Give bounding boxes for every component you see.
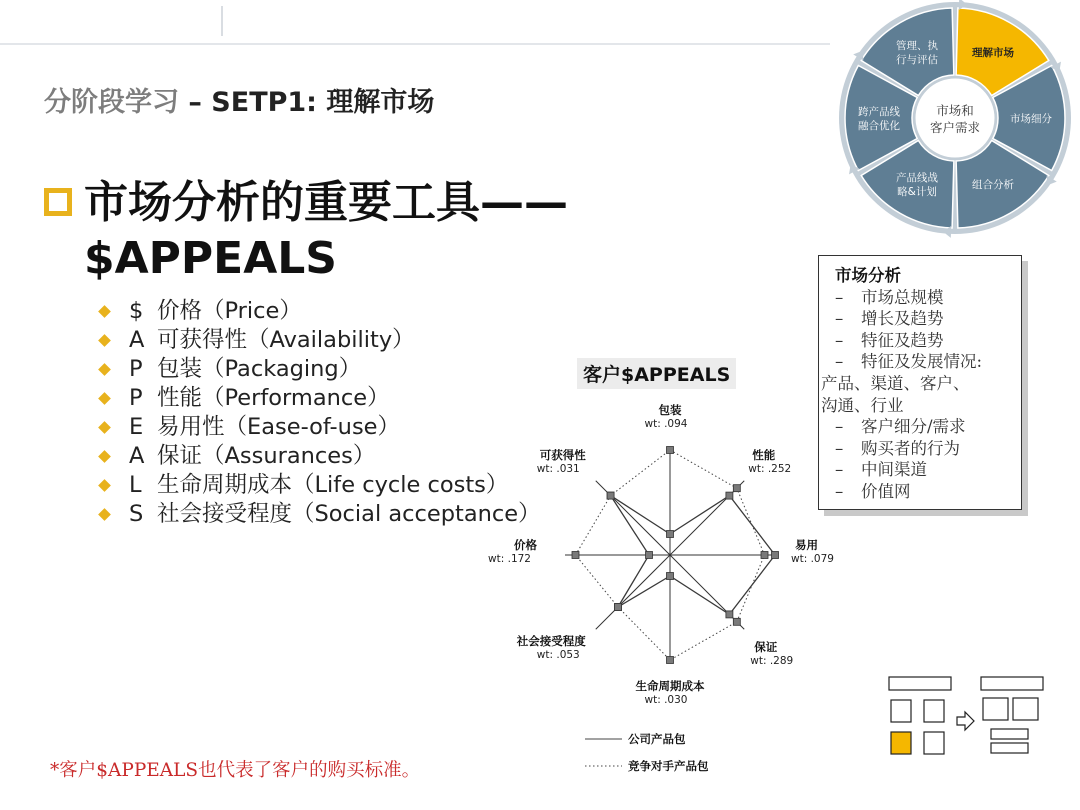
cycle-center xyxy=(915,78,995,158)
radar-point xyxy=(667,573,674,580)
radar-axis-weight: wt: .030 xyxy=(644,694,688,706)
market-box-item: – 增长及趋势 xyxy=(835,309,944,329)
legend-label: 竞争对手产品包 xyxy=(628,759,709,773)
right-arrow-icon xyxy=(957,712,974,730)
appeals-list xyxy=(96,297,541,529)
flow-box xyxy=(981,677,1043,690)
footnote: *客户$APPEALS也代表了客户的购买标准。 xyxy=(50,760,421,781)
radar-axis-label: 易用 xyxy=(795,538,818,552)
market-box-item-continued: 产品、渠道、客户、 xyxy=(821,373,970,393)
cycle-segment-label: 组合分析 xyxy=(972,178,1014,191)
flow-box xyxy=(924,732,944,754)
appeals-item xyxy=(96,471,541,500)
header-divider-mark xyxy=(221,6,223,36)
cycle-segment-label: 产品线战 xyxy=(896,171,938,184)
cycle-center-label: 市场和 xyxy=(936,103,974,118)
cycle-segment-label: 市场细分 xyxy=(1010,113,1052,125)
appeals-letter: P xyxy=(129,356,143,382)
market-box-item: – 购买者的行为 xyxy=(835,438,960,458)
appeals-letter: P xyxy=(129,385,143,411)
radar-axis-weight: wt: .289 xyxy=(750,655,794,668)
appeals-text: 社会接受程度（Social acceptance） xyxy=(157,501,541,527)
cycle-segment-label: 行与评估 xyxy=(896,54,938,67)
diamond-bullet-icon xyxy=(98,363,111,376)
radar-point xyxy=(572,552,579,559)
radar-axis-label: 性能 xyxy=(752,447,776,462)
radar-point xyxy=(733,485,740,492)
appeals-text: 保证（Assurances） xyxy=(157,443,376,469)
radar-axis-label: 可获得性 xyxy=(539,447,586,462)
appeals-letter: $ xyxy=(129,298,144,324)
process-flow-icon xyxy=(885,675,1050,760)
chart-title: 客户$APPEALS xyxy=(577,358,736,389)
legend-label: 公司产品包 xyxy=(628,732,686,746)
page-title xyxy=(44,80,434,119)
market-box-item-continued: 沟通、行业 xyxy=(821,395,904,415)
appeals-item xyxy=(96,297,541,326)
market-box-item: – 客户细分/需求 xyxy=(835,417,966,437)
radar-point xyxy=(726,492,733,499)
radar-point xyxy=(667,531,674,538)
main-heading xyxy=(84,175,568,287)
flow-box xyxy=(1013,698,1038,720)
radar-axis-weight: wt: .079 xyxy=(791,553,834,565)
diamond-bullet-icon xyxy=(98,421,111,434)
page-title-prefix: 分阶段学习 xyxy=(44,87,179,118)
flow-box xyxy=(889,677,951,690)
radar-axis xyxy=(596,555,670,629)
market-box-item: – 价值网 xyxy=(835,481,911,501)
flow-box xyxy=(991,743,1028,753)
market-box-item: – 特征及发展情况: xyxy=(835,352,983,372)
market-box-item: – 市场总规模 xyxy=(835,287,944,307)
radar-axis-weight: wt: .031 xyxy=(536,462,580,475)
flow-box xyxy=(983,698,1008,720)
diamond-bullet-icon xyxy=(98,508,111,521)
radar-axis-weight: wt: .252 xyxy=(748,462,792,475)
appeals-item xyxy=(96,326,541,355)
appeals-radar-chart xyxy=(488,395,834,790)
diamond-bullet-icon xyxy=(98,450,111,463)
market-analysis-box xyxy=(818,255,1022,510)
radar-point xyxy=(772,552,779,559)
appeals-letter: L xyxy=(129,472,142,498)
main-heading-line1: 市场分析的重要工具—— xyxy=(84,177,568,228)
market-box-title: 市场分析 xyxy=(835,266,901,285)
cycle-segment-label: 融合优化 xyxy=(858,120,900,132)
radar-axis-weight: wt: .053 xyxy=(536,649,580,662)
main-heading-line2: $APPEALS xyxy=(84,233,337,284)
cycle-segment-label: 跨产品线 xyxy=(858,106,900,118)
appeals-item xyxy=(96,384,541,413)
radar-point xyxy=(667,657,674,664)
radar-axis-label: 社会接受程度 xyxy=(516,634,586,649)
radar-point xyxy=(667,447,674,454)
radar-point xyxy=(726,611,733,618)
appeals-letter: E xyxy=(129,414,144,440)
flow-box xyxy=(991,729,1028,739)
appeals-item xyxy=(96,442,541,471)
flow-box xyxy=(924,700,944,722)
cycle-segment-label: 略&计划 xyxy=(897,185,937,198)
radar-axis-weight: wt: .094 xyxy=(644,418,688,430)
radar-point xyxy=(761,552,768,559)
diamond-bullet-icon xyxy=(98,479,111,492)
appeals-item xyxy=(96,500,541,529)
appeals-letter: S xyxy=(129,501,144,527)
header-rule xyxy=(0,43,830,45)
appeals-text: 性能（Performance） xyxy=(157,385,390,411)
cycle-center-label: 客户需求 xyxy=(929,120,981,135)
radar-axis-label: 价格 xyxy=(514,538,537,552)
appeals-text: 可获得性（Availability） xyxy=(157,327,415,353)
market-box-item: – 中间渠道 xyxy=(835,460,927,480)
radar-point xyxy=(607,492,614,499)
appeals-letter: A xyxy=(129,327,145,353)
diamond-bullet-icon xyxy=(98,305,111,318)
highlighted-flow-box xyxy=(891,732,911,754)
appeals-item xyxy=(96,413,541,442)
radar-point xyxy=(646,552,653,559)
radar-point xyxy=(615,603,622,610)
appeals-text: 价格（Price） xyxy=(157,298,302,324)
page-title-main: – SETP1: 理解市场 xyxy=(179,87,435,118)
market-box-item: – 特征及趋势 xyxy=(835,330,944,350)
cycle-segment-label: 管理、执 xyxy=(896,40,938,53)
appeals-letter: A xyxy=(129,443,145,469)
radar-point xyxy=(733,618,740,625)
radar-axis-label: 生命周期成本 xyxy=(635,679,705,693)
diamond-bullet-icon xyxy=(98,334,111,347)
cycle-segment-label: 理解市场 xyxy=(972,47,1014,60)
square-bullet-icon xyxy=(44,188,72,216)
radar-axis-weight: wt: .172 xyxy=(488,553,531,565)
diamond-bullet-icon xyxy=(98,392,111,405)
radar-axis-label: 保证 xyxy=(754,640,778,655)
appeals-item xyxy=(96,355,541,384)
appeals-text: 生命周期成本（Life cycle costs） xyxy=(157,472,509,498)
appeals-text: 包装（Packaging） xyxy=(157,356,362,382)
appeals-text: 易用性（Ease-of-use） xyxy=(157,414,401,440)
flow-box xyxy=(891,700,911,722)
radar-axis-label: 包装 xyxy=(658,403,682,417)
market-cycle-diagram xyxy=(840,0,1070,240)
